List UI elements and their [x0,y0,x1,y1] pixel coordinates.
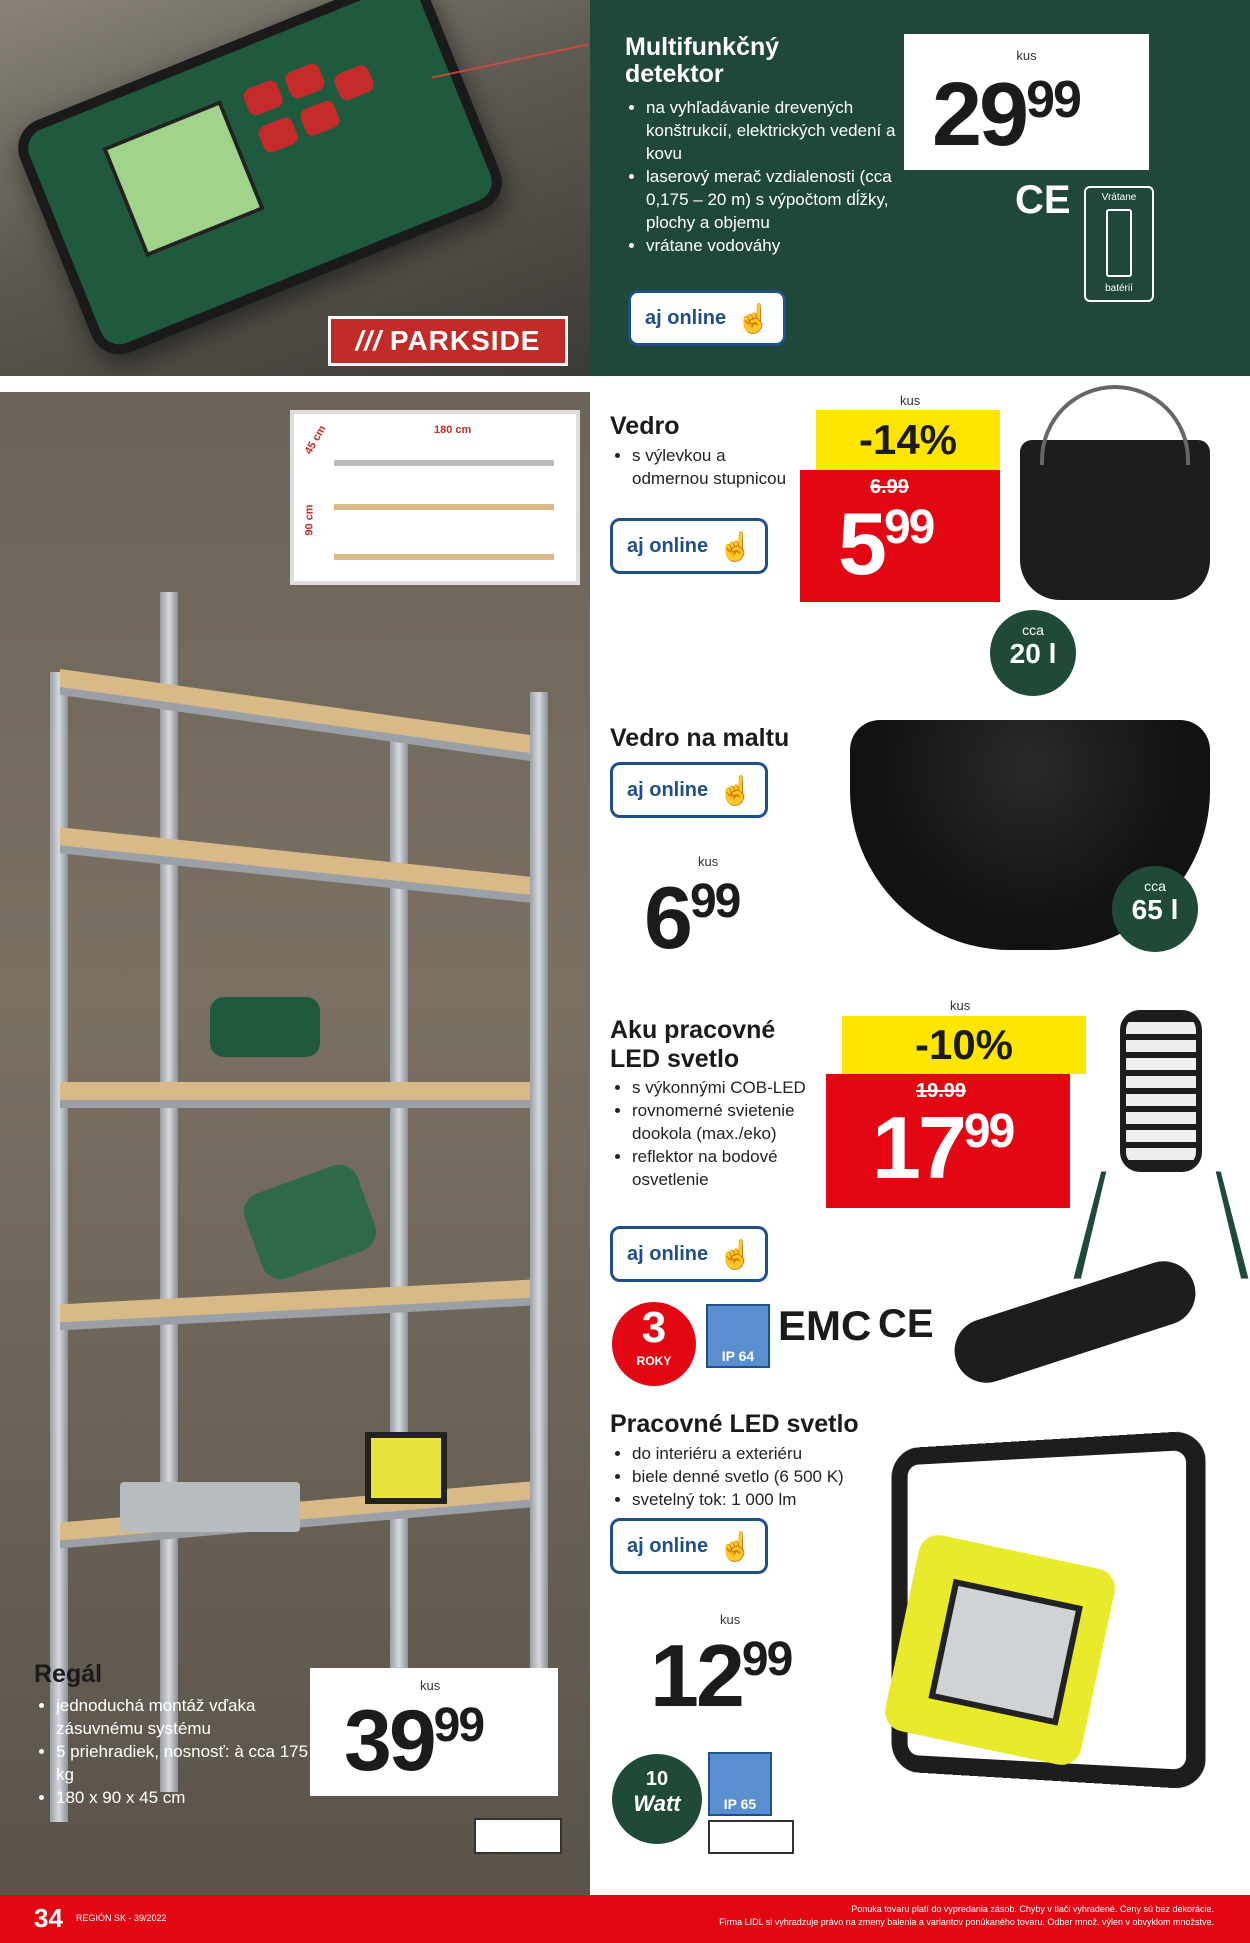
detector-button [298,98,342,137]
bucket-discount: -14% [816,410,1000,470]
region-code: REGIÓN SK - 39/2022 [76,1913,167,1923]
hand-pointer-icon: ☝ [736,302,771,334]
battery-badge: Vrátane batérií [1084,186,1154,302]
hand-pointer-icon: ☝ [718,1238,753,1270]
price-cents: 99 [741,1633,792,1686]
bucket-online-button[interactable]: aj online ☝ [610,518,768,574]
tool-case [120,1482,300,1532]
dim-width: 180 cm [434,424,472,436]
shelf-board [60,827,530,894]
aku-bullets [614,1076,838,1191]
aku-bullet: • rovnomerné svietenie dookola (max./eko) [632,1099,838,1145]
ce-mark: CE [878,1302,934,1346]
shelf-board [60,1280,530,1323]
price-cents: 99 [963,1105,1014,1158]
detector-title: Multifunkčný detektor [625,33,780,88]
aku-discount: -10% [842,1016,1086,1074]
ip65-badge: IP 65 [708,1752,772,1816]
detector-button [332,63,376,102]
price-unit: kus [420,1678,441,1693]
aku-price-box [826,1074,1070,1208]
price-unit: kus [698,854,719,869]
shelf-bullets [38,1694,316,1809]
bucket-bullet: • s výlevkou a odmernou stupnicou [632,444,802,490]
detector-button [283,61,327,100]
work-light-image [881,1531,1118,1768]
work-light-price-box [610,1600,866,1730]
emc-mark: EMC [778,1302,872,1349]
ce-mark: CE [1015,178,1071,222]
price-cents: 99 [433,1699,484,1752]
price-main: 6 [644,868,690,967]
warranty-badge: 3 ROKY [612,1302,696,1386]
price-unit: kus [1016,48,1037,63]
inset-shelf [334,504,554,510]
aku-online-button[interactable]: aj online ☝ [610,1226,768,1282]
detector-bullet: • na vyhľadávanie drevených konštrukcií, elektrických vedení a kovu [646,96,926,165]
work-light-bullet: • biele denné svetlo (6 500 K) [632,1465,922,1488]
old-price: 19.99 [916,1080,967,1102]
footer-disclaimer: Ponuka tovaru platí do vypredania zásob. Chyby v tlači vyhradené. Ceny sú bez dekorácie. Firma LIDL si vyhradzuje právo na zmeny balenia a variantov ponúkaného tovaru. Odber množ. výlen v obvyklom množstve. [719,1904,1214,1927]
mortar-capacity-badge: cca 65 l [1112,866,1198,952]
price-unit: kus [720,1612,741,1627]
hand-pointer-icon: ☝ [718,1530,753,1562]
hand-pointer-icon: ☝ [718,774,753,806]
work-light-bullet: • svetelný tok: 1 000 lm [632,1488,922,1511]
detector-button [256,115,300,154]
aku-lantern-image [1120,1010,1202,1172]
shelf-board [60,669,530,753]
dim-depth: 45 cm [302,423,329,457]
hand-pointer-icon: ☝ [718,530,753,562]
dim-height: 90 cm [303,504,316,536]
shelf-title: Regál [34,1660,103,1688]
price-main: 5 [838,494,884,593]
detector-device-illustration [9,0,511,363]
price-main: 39 [344,1693,434,1789]
bucket-price-box [800,470,1000,602]
mortar-price-box [608,842,808,970]
price-main: 29 [932,65,1027,165]
aku-bullet: • s výkonnými COB-LED [632,1076,838,1099]
price-cents: 99 [883,501,934,554]
shelf-price-box [310,1668,558,1796]
price-cents: 99 [689,875,740,928]
battery-icon [1106,209,1132,277]
shelf-bullet: • 5 priehradiek, nosnosť: à cca 175 kg [56,1740,316,1786]
bucket-bullets [614,444,802,490]
mortar-online-button[interactable]: aj online ☝ [610,762,768,818]
aku-title: Aku pracovné LED svetlo [610,1016,776,1073]
detector-price-box [904,34,1149,170]
ip64-badge: IP 64 [706,1304,770,1368]
old-price: 6.99 [870,476,909,498]
parkside-logo: /// PARKSIDE [328,316,568,366]
aku-bullet: • reflektor na bodové osvetlenie [632,1145,838,1191]
price-main: 12 [650,1626,742,1725]
work-light-bullet: • do interiéru a exteriéru [632,1442,922,1465]
inset-shelf [334,554,554,560]
page-number: 34 [34,1903,63,1933]
bucket-title: Vedro [610,412,680,440]
shelf-post [530,692,548,1692]
price-main: 17 [872,1098,964,1197]
work-light-online-button[interactable]: aj online ☝ [610,1518,768,1574]
footer-bar [0,1895,1250,1943]
mortar-title: Vedro na maltu [610,724,790,752]
price-unit: kus [950,998,971,1013]
shelf-bullet: • 180 x 90 x 45 cm [56,1786,316,1809]
bench-grinder [210,997,320,1057]
work-light-bullets [614,1442,922,1511]
price-cents: 99 [1026,71,1080,129]
detector-bullet: • laserový merač vzdialenosti (cca 0,175 – 20 m) s výpočtom dĺžky, plochy a objemu [646,165,926,234]
detector-screen [102,100,265,257]
detector-bullet: • vrátane vodováhy [646,234,926,257]
work-light-panel [928,1579,1082,1726]
bucket-handle [1040,385,1190,465]
detector-bullets [628,96,926,257]
watt-badge: 10 Watt [612,1754,702,1844]
inset-shelf [334,460,554,466]
work-light-on-shelf [365,1432,447,1504]
detector-image [0,0,590,376]
detector-button [241,78,285,117]
shelf-post [160,592,178,1792]
detector-online-button[interactable]: aj online ☝ [628,290,786,346]
certification-marks [474,1818,562,1854]
work-light-title: Pracovné LED svetlo [610,1410,859,1438]
price-unit: kus [900,393,921,408]
shelf-bullet: • jednoduchá montáž vďaka zásuvnému systému [56,1694,316,1740]
shelf-dimensions-inset [290,410,580,585]
shelf-board [60,1082,530,1100]
bucket-capacity-badge: cca 20 l [990,610,1076,696]
drill-tool [238,1159,382,1285]
tuv-gs-marks [708,1820,794,1854]
